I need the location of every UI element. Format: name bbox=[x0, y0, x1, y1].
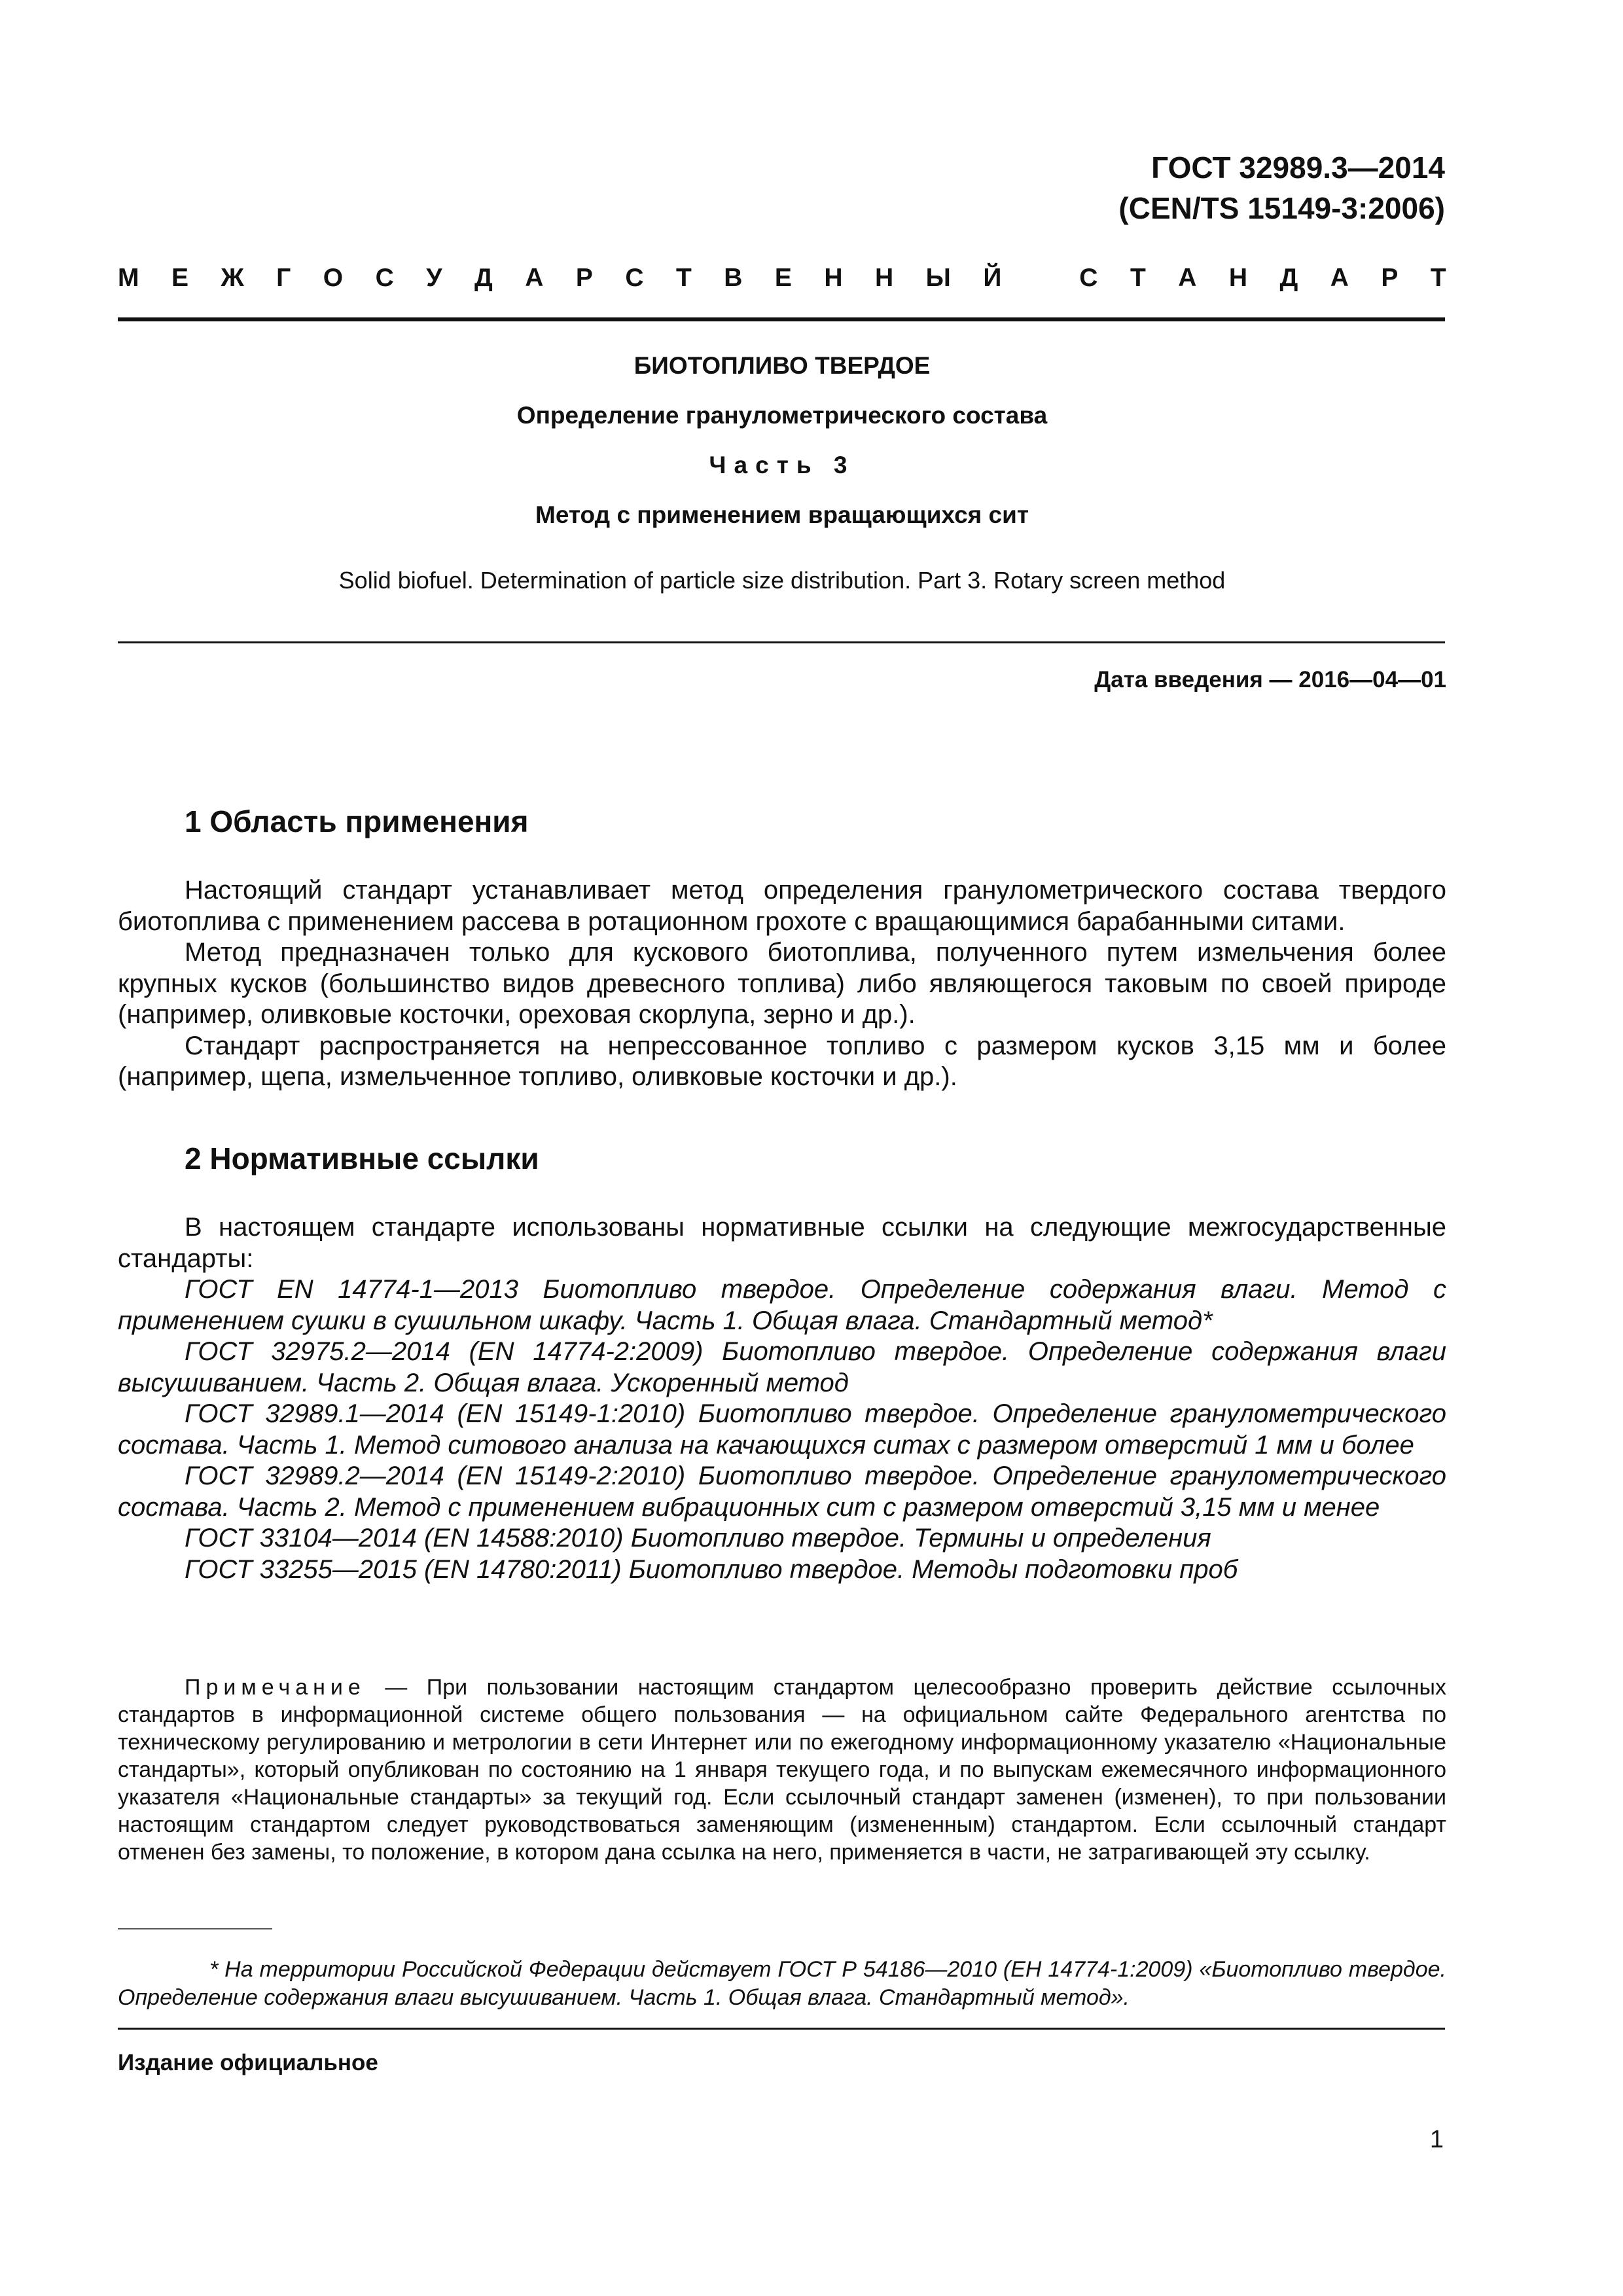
footer-rule bbox=[118, 2028, 1445, 2030]
reference-item: ГОСТ 33255—2015 (EN 14780:2011) Биотопливо твердое. Методы подготовки проб bbox=[185, 1554, 1238, 1584]
banner-letter: Н bbox=[1228, 264, 1248, 292]
intro-date: Дата введения — 2016—04—01 bbox=[1094, 667, 1446, 692]
document-method: Метод с применением вращающихся сит bbox=[535, 501, 1029, 528]
banner-letter: А bbox=[525, 264, 544, 292]
banner-letter: О bbox=[323, 264, 344, 292]
section2-intro: В настоящем стандарте использованы нормативные ссылки на следующие межгосударственные стандарты: bbox=[118, 1213, 1446, 1273]
banner-letter: Й bbox=[983, 264, 1002, 292]
section2-heading: 2 Нормативные ссылки bbox=[185, 1141, 539, 1175]
title-rule bbox=[118, 641, 1445, 643]
reference-item: ГОСТ 33104—2014 (EN 14588:2010) Биотопливо твердое. Термины и определения bbox=[185, 1524, 1211, 1552]
banner-letter: Д bbox=[1279, 264, 1298, 292]
section1-heading: 1 Область применения bbox=[185, 804, 529, 838]
banner-letter: Н bbox=[824, 264, 843, 292]
page-number: 1 bbox=[1429, 2126, 1444, 2153]
banner-letter: Ж bbox=[221, 264, 244, 292]
banner-letter: Г bbox=[276, 264, 291, 292]
banner-letter: А bbox=[1178, 264, 1197, 292]
section1-paragraph: Стандарт распространяется на непрессованное топливо с размером кусков 3,15 мм и более (например, щепа, измельченное топливо, оливковые косточки и др.). bbox=[118, 1031, 1446, 1091]
standard-code-line2: (CEN/TS 15149-3:2006) bbox=[1118, 191, 1445, 225]
banner-letter: Н bbox=[875, 264, 894, 292]
footnote-separator bbox=[118, 1928, 272, 1929]
footnote-text: * На территории Российской Федерации действует ГОСТ Р 54186—2010 (ЕН 14774-1:2009) «Биотопливо твердое. Определение содержания влаги высушиванием. Часть 1. Общая влага. Стандартный метод». bbox=[118, 1957, 1446, 2010]
standard-code-line1: ГОСТ 32989.3—2014 bbox=[1151, 151, 1445, 185]
banner-letter: С bbox=[375, 264, 394, 292]
section2-body bbox=[118, 1212, 1446, 1585]
banner-letter: Ы bbox=[925, 264, 951, 292]
banner-letter: У bbox=[426, 264, 442, 292]
reference-list bbox=[118, 1274, 1446, 1585]
banner-letter: Р bbox=[1381, 264, 1399, 292]
document-part: Часть 3 bbox=[709, 452, 855, 478]
banner-letter: А bbox=[1330, 264, 1349, 292]
banner-letter: Т bbox=[675, 264, 692, 292]
section1-paragraph: Настоящий стандарт устанавливает метод определения гранулометрического состава твердого биотоплива с применением рассева в ротационном грохоте с вращающимися барабанными ситами. bbox=[118, 876, 1446, 936]
banner-letter: Е bbox=[774, 264, 792, 292]
banner-letter: Р bbox=[575, 264, 593, 292]
section1-body bbox=[118, 875, 1446, 1093]
section1-paragraph: Метод предназначен только для кускового биотоплива, полученного путем измельчения более крупных кусков (большинство видов древесного топлива) либо являющегося таковым по своей природе (например, оливковые косточки, ореховая скорлупа, зерно и др.). bbox=[118, 938, 1446, 1029]
banner-letter: М bbox=[118, 264, 139, 292]
official-edition-label: Издание официальное bbox=[118, 2050, 378, 2075]
header-rule bbox=[118, 317, 1445, 321]
standard-code bbox=[660, 147, 1445, 228]
banner-letter: Т bbox=[1130, 264, 1146, 292]
footnote bbox=[118, 1956, 1446, 2012]
document-subtitle: Определение гранулометрического состава bbox=[516, 402, 1048, 429]
note-label: Примечание bbox=[185, 1675, 366, 1700]
reference-item: ГОСТ 32975.2—2014 (EN 14774-2:2009) Биотопливо твердое. Определение содержания влаги высушиванием. Часть 2. Общая влага. Ускоренный метод bbox=[118, 1337, 1446, 1397]
interstate-standard-banner bbox=[118, 262, 1446, 295]
reference-item: ГОСТ 32989.2—2014 (EN 15149-2:2010) Биотопливо твердое. Определение гранулометрического состава. Часть 2. Метод с применением вибрационных сит с размером отверстий 3,15 мм и менее bbox=[118, 1462, 1446, 1522]
banner-letter: Т bbox=[1430, 264, 1446, 292]
banner-letter: С bbox=[625, 264, 644, 292]
banner-letter: Д bbox=[474, 264, 493, 292]
english-title: Solid biofuel. Determination of particle size distribution. Part 3. Rotary screen method bbox=[338, 567, 1226, 594]
reference-item: ГОСТ EN 14774-1—2013 Биотопливо твердое. Определение содержания влаги. Метод с применением сушки в сушильном шкафу. Часть 1. Общая влага. Стандартный метод* bbox=[118, 1275, 1446, 1335]
note-text: — При пользовании настоящим стандартом целесообразно проверить действие ссылочных стандартов в информационной системе общего пользования — на официальном сайте Федерального агентства по техническому регулированию и метрологии в сети Интернет или по ежегодному информационному указателю «Национальные стандарты», который опубликован по состоянию на 1 января текущего года, и по выпускам ежемесячного информационного указателя «Национальные стандарты» за текущий год. Если ссылочный стандарт заменен (изменен), то при пользовании настоящим стандартом следует руководствоваться заменяющим (измененным) стандартом. Если ссылочный стандарт отменен без замены, то положение, в котором дана ссылка на него, применяется в части, не затрагивающей эту ссылку. bbox=[118, 1675, 1446, 1865]
banner-letter: С bbox=[1079, 264, 1098, 292]
section2-note bbox=[118, 1674, 1446, 1866]
document-title: БИОТОПЛИВО ТВЕРДОЕ bbox=[633, 352, 931, 379]
banner-letter: В bbox=[724, 264, 743, 292]
reference-item: ГОСТ 32989.1—2014 (EN 15149-1:2010) Биотопливо твердое. Определение гранулометрического состава. Часть 1. Метод ситового анализа на качающихся ситах с размером отверстий 1 мм и более bbox=[118, 1399, 1446, 1460]
banner-letter: Е bbox=[171, 264, 188, 292]
